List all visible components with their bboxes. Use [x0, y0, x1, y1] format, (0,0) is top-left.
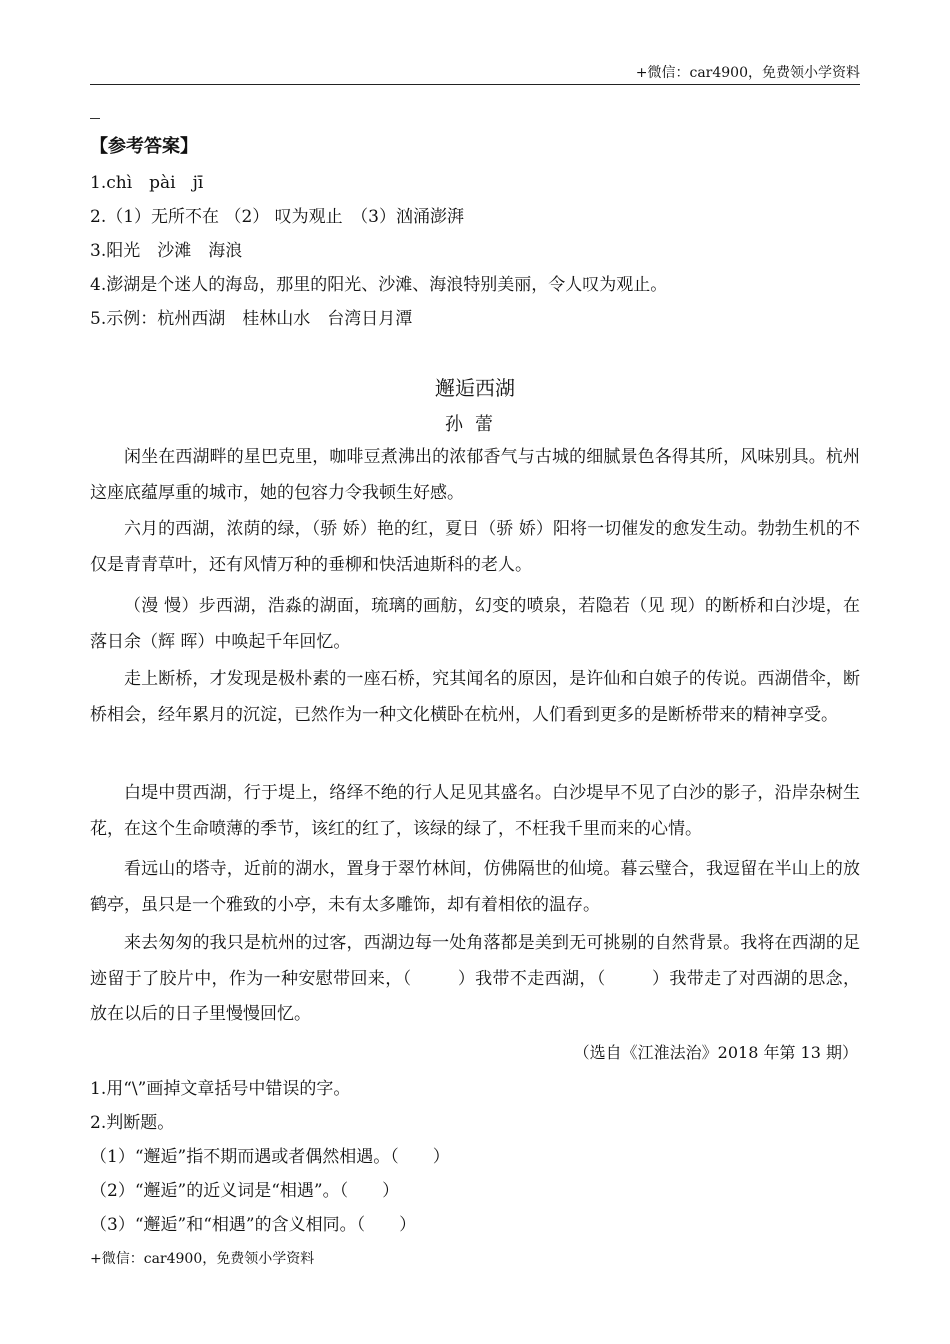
page-footer: +微信：car4900，免费领小学资料 — [90, 1251, 315, 1267]
answer-item: 5.示例：杭州西湖 桂林山水 台湾日月潭 — [90, 309, 413, 329]
article-paragraph: （漫 慢）步西湖，浩淼的湖面，琉璃的画舫，幻变的喷泉，若隐若（见 现）的断桥和白沙堤，在落日余（辉 晖）中唤起千年回忆。 — [90, 596, 860, 652]
article-paragraph: 闲坐在西湖畔的星巴克里，咖啡豆煮沸出的浓郁香气与古城的细腻景色各得其所，风味别具。杭州这座底蕴厚重的城市，她的包容力令我顿生好感。 — [90, 447, 860, 503]
article-paragraph: 白堤中贯西湖，行于堤上，络绎不绝的行人足见其盛名。白沙堤早不见了白沙的影子，沿岸杂树生花，在这个生命喷薄的季节，该红的红了，该绿的绿了，不枉我千里而来的心情。 — [90, 783, 860, 839]
answer-item: 4.澎湖是个迷人的海岛，那里的阳光、沙滩、海浪特别美丽，令人叹为观止。 — [90, 275, 668, 295]
last-paragraph-part2: ）我带不走西湖，（ — [457, 968, 606, 989]
question-item: 1.用“\”画掉文章括号中错误的字。 — [90, 1079, 351, 1099]
last-paragraph-part1: 来去匆匆的我只是杭州的过客，西湖边每一处角落都是美到无可挑剔的自然背景。我将在西湖的足迹留于了胶片中，作为一种安慰带回来，（ — [90, 933, 860, 989]
answer-item: 3.阳光 沙滩 海浪 — [90, 241, 243, 261]
question-item: （2）“邂逅”的近义词是“相遇”。（ ） — [90, 1181, 400, 1201]
answer-item: 1.chì pài jī — [90, 173, 204, 193]
article-author: 孙蕾 — [445, 414, 505, 435]
question-item: （1）“邂逅”指不期而遇或者偶然相遇。（ ） — [90, 1147, 450, 1167]
answers-title: 【参考答案】 — [90, 136, 198, 157]
article-paragraph: 走上断桥，才发现是极朴素的一座石桥，究其闻名的原因，是许仙和白娘子的传说。西湖借伞，断桥相会，经年累月的沉淀，已然作为一种文化横卧在杭州，人们看到更多的是断桥带来的精神享受。 — [90, 669, 860, 725]
article-paragraph: 六月的西湖，浓荫的绿，（骄 娇）艳的红，夏日（骄 娇）阳将一切催发的愈发生动。勃勃生机的不仅是青青草叶，还有风情万种的垂柳和快活迪斯科的老人。 — [90, 519, 860, 575]
article-title: 邂逅西湖 — [435, 376, 515, 400]
answer-item: 2.（1）无所不在 （2） 叹为观止 （3）汹涌澎湃 — [90, 207, 464, 227]
page-header: +微信：car4900，免费领小学资料 — [635, 65, 860, 81]
header-rule — [90, 84, 860, 85]
article-paragraph-last — [90, 926, 860, 1033]
question-item: 2.判断题。 — [90, 1113, 175, 1133]
dash-mark — [90, 118, 100, 119]
article-paragraph: 看远山的塔寺，近前的湖水，置身于翠竹林间，仿佛隔世的仙境。暮云璧合，我逗留在半山上的放鹤亭，虽只是一个雅致的小亭，未有太多雕饰，却有着相依的温存。 — [90, 859, 860, 915]
article-source: （选自《江淮法治》2018 年第 13 期） — [573, 1043, 858, 1062]
question-item: （3）“邂逅”和“相遇”的含义相同。（ ） — [90, 1215, 417, 1235]
last-paragraph-part3: ）我带走了对西湖的思念，放在以后的日子里慢慢回忆。 — [90, 968, 861, 1024]
